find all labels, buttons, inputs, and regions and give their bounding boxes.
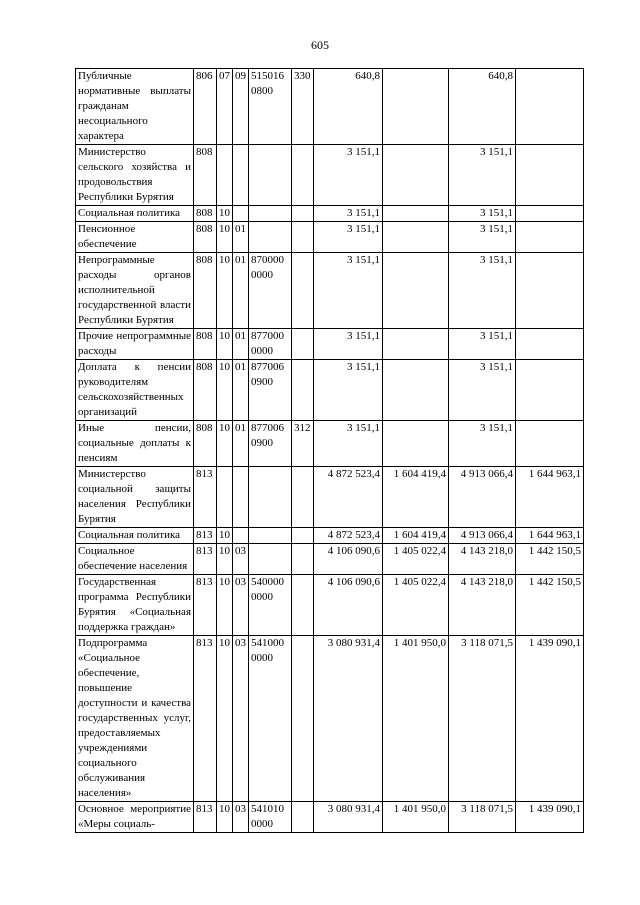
- cell-amount-1: 3 151,1: [314, 222, 383, 253]
- table-row: [76, 206, 584, 222]
- cell-target-code: [249, 467, 292, 528]
- cell-name: Социальная политика: [76, 206, 194, 222]
- cell-amount-4: [516, 421, 584, 467]
- cell-expense-type: [292, 802, 314, 833]
- cell-amount-4: 1 439 090,1: [516, 636, 584, 802]
- cell-ministry-code: 808: [194, 421, 217, 467]
- cell-expense-type: [292, 467, 314, 528]
- cell-name: Публичные нормативные выплаты гражданам несоциального характера: [76, 69, 194, 145]
- cell-subsection-code: 01: [233, 360, 249, 421]
- cell-subsection-code: 03: [233, 544, 249, 575]
- cell-expense-type: [292, 360, 314, 421]
- cell-amount-4: [516, 329, 584, 360]
- cell-target-code: [249, 206, 292, 222]
- cell-subsection-code: [233, 467, 249, 528]
- cell-target-code: 877000 0000: [249, 329, 292, 360]
- table-row: [76, 528, 584, 544]
- cell-amount-2: [383, 69, 449, 145]
- table-row: [76, 360, 584, 421]
- cell-target-code: [249, 222, 292, 253]
- cell-amount-2: 1 405 022,4: [383, 575, 449, 636]
- cell-subsection-code: 09: [233, 69, 249, 145]
- cell-name: Основное мероприятие «Меры социаль-: [76, 802, 194, 833]
- cell-amount-3: 4 913 066,4: [449, 528, 516, 544]
- cell-target-code: 515016 0800: [249, 69, 292, 145]
- cell-amount-1: 3 151,1: [314, 253, 383, 329]
- cell-amount-4: [516, 69, 584, 145]
- cell-name: Министерство социальной защиты населения Республики Бурятия: [76, 467, 194, 528]
- cell-subsection-code: 01: [233, 222, 249, 253]
- table-row: [76, 145, 584, 206]
- cell-section-code: 10: [217, 360, 233, 421]
- table-row: [76, 222, 584, 253]
- cell-amount-1: 3 151,1: [314, 360, 383, 421]
- cell-amount-1: 3 151,1: [314, 206, 383, 222]
- cell-name: Доплата к пенсии руководителям сельскохозяйственных организаций: [76, 360, 194, 421]
- cell-amount-4: [516, 360, 584, 421]
- cell-section-code: [217, 467, 233, 528]
- cell-subsection-code: [233, 528, 249, 544]
- table-row: [76, 421, 584, 467]
- cell-section-code: [217, 145, 233, 206]
- cell-amount-3: 3 118 071,5: [449, 636, 516, 802]
- cell-amount-2: [383, 329, 449, 360]
- cell-name: Подпрограмма «Социальное обеспечение, повышение доступности и качества государственных услуг, предоставляемых учреждениями социального обслуживания населения»: [76, 636, 194, 802]
- cell-expense-type: [292, 222, 314, 253]
- cell-section-code: 10: [217, 802, 233, 833]
- cell-amount-4: 1 439 090,1: [516, 802, 584, 833]
- cell-amount-2: 1 401 950,0: [383, 802, 449, 833]
- cell-amount-1: 3 080 931,4: [314, 636, 383, 802]
- cell-name: Прочие непрограммные расходы: [76, 329, 194, 360]
- cell-expense-type: 312: [292, 421, 314, 467]
- cell-amount-2: 1 604 419,4: [383, 467, 449, 528]
- cell-amount-2: 1 401 950,0: [383, 636, 449, 802]
- cell-amount-2: [383, 145, 449, 206]
- cell-amount-2: [383, 253, 449, 329]
- cell-amount-1: 3 151,1: [314, 421, 383, 467]
- cell-amount-2: 1 405 022,4: [383, 544, 449, 575]
- cell-name: Государственная программа Республики Бурятия «Социальная поддержка граждан»: [76, 575, 194, 636]
- cell-expense-type: [292, 206, 314, 222]
- cell-amount-3: 4 143 218,0: [449, 544, 516, 575]
- cell-amount-1: 3 080 931,4: [314, 802, 383, 833]
- cell-amount-3: 3 151,1: [449, 329, 516, 360]
- cell-section-code: 10: [217, 528, 233, 544]
- cell-section-code: 10: [217, 206, 233, 222]
- cell-ministry-code: 813: [194, 636, 217, 802]
- cell-amount-2: [383, 360, 449, 421]
- cell-target-code: 541000 0000: [249, 636, 292, 802]
- cell-name: Министерство сельского хозяйства и продовольствия Республики Бурятия: [76, 145, 194, 206]
- table-row: [76, 636, 584, 802]
- cell-ministry-code: 813: [194, 528, 217, 544]
- cell-subsection-code: 03: [233, 575, 249, 636]
- cell-amount-4: 1 644 963,1: [516, 528, 584, 544]
- cell-target-code: 870000 0000: [249, 253, 292, 329]
- cell-amount-4: 1 442 150,5: [516, 575, 584, 636]
- cell-expense-type: 330: [292, 69, 314, 145]
- cell-amount-4: [516, 222, 584, 253]
- cell-name: Пенсионное обеспечение: [76, 222, 194, 253]
- cell-ministry-code: 813: [194, 544, 217, 575]
- cell-ministry-code: 808: [194, 222, 217, 253]
- cell-ministry-code: 808: [194, 253, 217, 329]
- cell-amount-3: 3 151,1: [449, 360, 516, 421]
- cell-amount-4: [516, 206, 584, 222]
- cell-name: Социальная политика: [76, 528, 194, 544]
- cell-expense-type: [292, 329, 314, 360]
- cell-target-code: 540000 0000: [249, 575, 292, 636]
- cell-amount-4: 1 442 150,5: [516, 544, 584, 575]
- cell-target-code: [249, 544, 292, 575]
- cell-target-code: 877006 0900: [249, 421, 292, 467]
- cell-amount-3: 640,8: [449, 69, 516, 145]
- cell-target-code: 541010 0000: [249, 802, 292, 833]
- cell-name: Социальное обеспечение населения: [76, 544, 194, 575]
- cell-amount-1: 4 106 090,6: [314, 575, 383, 636]
- budget-table: [75, 68, 584, 833]
- cell-target-code: 877006 0900: [249, 360, 292, 421]
- cell-amount-2: [383, 421, 449, 467]
- cell-subsection-code: 03: [233, 636, 249, 802]
- table-row: [76, 467, 584, 528]
- cell-ministry-code: 813: [194, 467, 217, 528]
- cell-amount-2: [383, 206, 449, 222]
- cell-amount-3: 3 151,1: [449, 421, 516, 467]
- cell-ministry-code: 808: [194, 329, 217, 360]
- cell-amount-1: 640,8: [314, 69, 383, 145]
- cell-name: Иные пенсии, социальные доплаты к пенсиям: [76, 421, 194, 467]
- cell-section-code: 10: [217, 329, 233, 360]
- cell-expense-type: [292, 636, 314, 802]
- page-number: 605: [311, 38, 329, 52]
- cell-amount-4: 1 644 963,1: [516, 467, 584, 528]
- cell-amount-3: 4 913 066,4: [449, 467, 516, 528]
- cell-amount-3: 4 143 218,0: [449, 575, 516, 636]
- cell-expense-type: [292, 253, 314, 329]
- cell-subsection-code: [233, 145, 249, 206]
- cell-amount-4: [516, 145, 584, 206]
- cell-amount-4: [516, 253, 584, 329]
- cell-expense-type: [292, 145, 314, 206]
- cell-section-code: 10: [217, 544, 233, 575]
- cell-amount-1: 3 151,1: [314, 145, 383, 206]
- cell-amount-1: 3 151,1: [314, 329, 383, 360]
- cell-expense-type: [292, 528, 314, 544]
- cell-ministry-code: 808: [194, 360, 217, 421]
- cell-target-code: [249, 145, 292, 206]
- cell-amount-2: 1 604 419,4: [383, 528, 449, 544]
- cell-subsection-code: [233, 206, 249, 222]
- cell-amount-3: 3 151,1: [449, 206, 516, 222]
- cell-ministry-code: 813: [194, 575, 217, 636]
- cell-section-code: 10: [217, 222, 233, 253]
- cell-subsection-code: 03: [233, 802, 249, 833]
- table-row: [76, 329, 584, 360]
- cell-name: Непрограммные расходы органов исполнительной государственной власти Республики Бурятия: [76, 253, 194, 329]
- table-row: [76, 69, 584, 145]
- table-body: [76, 69, 584, 833]
- cell-amount-3: 3 151,1: [449, 253, 516, 329]
- cell-section-code: 10: [217, 253, 233, 329]
- cell-amount-2: [383, 222, 449, 253]
- cell-amount-3: 3 118 071,5: [449, 802, 516, 833]
- cell-subsection-code: 01: [233, 421, 249, 467]
- cell-target-code: [249, 528, 292, 544]
- cell-amount-1: 4 872 523,4: [314, 528, 383, 544]
- cell-section-code: 10: [217, 636, 233, 802]
- cell-amount-1: 4 106 090,6: [314, 544, 383, 575]
- table-row: [76, 575, 584, 636]
- cell-section-code: 10: [217, 575, 233, 636]
- cell-amount-3: 3 151,1: [449, 145, 516, 206]
- table-row: [76, 253, 584, 329]
- table-row: [76, 802, 584, 833]
- cell-expense-type: [292, 575, 314, 636]
- cell-section-code: 07: [217, 69, 233, 145]
- cell-subsection-code: 01: [233, 253, 249, 329]
- cell-section-code: 10: [217, 421, 233, 467]
- table-row: [76, 544, 584, 575]
- cell-amount-3: 3 151,1: [449, 222, 516, 253]
- cell-ministry-code: 808: [194, 206, 217, 222]
- cell-amount-1: 4 872 523,4: [314, 467, 383, 528]
- cell-ministry-code: 813: [194, 802, 217, 833]
- cell-expense-type: [292, 544, 314, 575]
- cell-ministry-code: 808: [194, 145, 217, 206]
- cell-subsection-code: 01: [233, 329, 249, 360]
- cell-ministry-code: 806: [194, 69, 217, 145]
